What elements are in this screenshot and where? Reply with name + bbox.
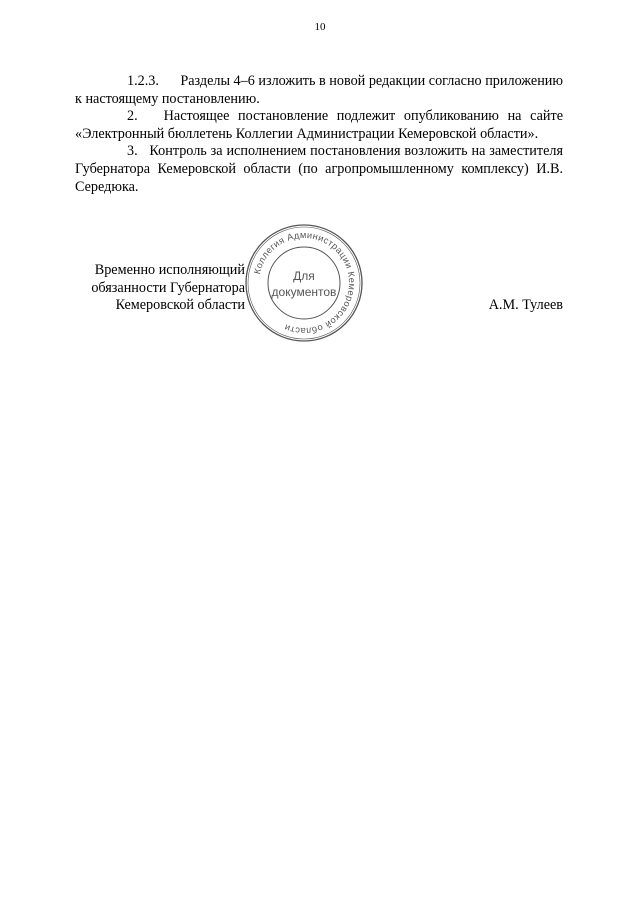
- page-number: 10: [314, 21, 326, 33]
- stamp-center-line-2: документов: [271, 285, 337, 299]
- paragraph-text: Настоящее постановление подлежит опубликованию на сайте «Электронный бюллетень Коллегии Администрации Кемеровской области».: [75, 108, 563, 142]
- paragraph-number: 2.: [127, 108, 138, 125]
- signatory-position: [75, 262, 245, 315]
- position-line: Кемеровской области: [115, 297, 245, 314]
- stamp-outer-ring: [246, 225, 362, 341]
- stamp-seal-graphic: [243, 222, 365, 344]
- stamp-center-line-1: Для: [293, 269, 315, 283]
- official-stamp: [243, 222, 365, 344]
- stamp-ring-text: Коллегия Администрации Кемеровской области: [251, 229, 358, 337]
- stamp-inner-ring: [248, 227, 360, 339]
- paragraph-number: 3.: [127, 143, 138, 160]
- paragraph-1-2-3: [75, 73, 563, 108]
- paragraph-3: [75, 143, 563, 196]
- paragraph-number: 1.2.3.: [127, 73, 159, 89]
- position-line: Временно исполняющий: [94, 262, 245, 278]
- paragraph-text: Разделы 4–6 изложить в новой редакции согласно приложению к настоящему постановлению.: [75, 73, 564, 107]
- signer-name: А.М. Тулеев: [488, 297, 563, 313]
- document-body: [75, 73, 563, 196]
- paragraph-2: [75, 108, 563, 143]
- stamp-text-ring: [268, 247, 340, 319]
- paragraph-text: Контроль за исполнением постановления возложить на заместителя Губернатора Кемеровской области (по агропромышленному комплексу) И.В. Середюка.: [75, 143, 563, 195]
- position-line: обязанности Губернатора: [91, 279, 245, 296]
